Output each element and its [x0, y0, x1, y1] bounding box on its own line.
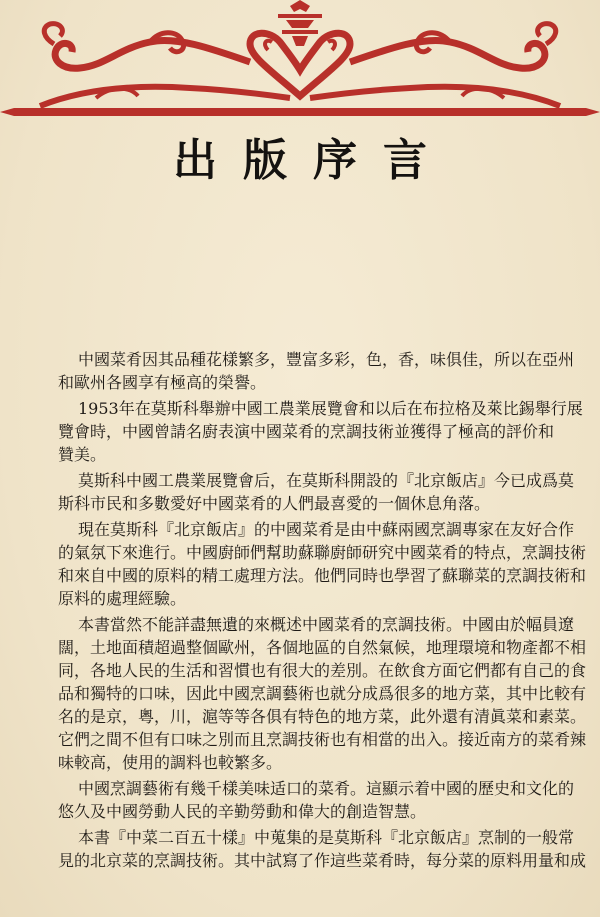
text-line: 和來自中國的原料的精工處理方法。他們同時也學習了蘇聯菜的烹調技術和: [58, 566, 586, 585]
paragraph: [58, 777, 586, 823]
text-line: 現在莫斯科『北京飯店』的中國菜肴是由中蘇兩國烹調專家在友好合作: [78, 520, 575, 539]
paragraph: [58, 613, 586, 774]
text-line: 品和獨特的口味，因此中國烹調藝術也就分成爲很多的地方菜，其中比較有: [58, 684, 586, 703]
paragraph: [58, 518, 586, 610]
paragraph: [58, 348, 586, 394]
text-line: 1953年在莫斯科舉辦中國工農業展覽會和以后在布拉格及萊比錫舉行展: [78, 399, 583, 418]
text-line: 悠久及中國勞動人民的辛勤勞動和偉大的創造智慧。: [58, 802, 427, 821]
text-line: 原料的處理經驗。: [58, 589, 187, 608]
text-line: 中國烹調藝術有幾千樣美味适口的菜肴。這顯示着中國的歷史和文化的: [78, 779, 575, 798]
text-line: 本書『中菜二百五十樣』中蒐集的是莫斯科『北京飯店』烹制的一般常: [78, 828, 575, 847]
preface-body: [58, 348, 586, 875]
paragraph: [58, 826, 586, 872]
text-line: 名的是京，粵，川，滬等等各俱有特色的地方菜，此外還有清眞菜和素菜。: [58, 707, 586, 726]
paragraph: [58, 397, 586, 466]
text-line: 它們之間不但有口味之別而且烹調技術也有相當的出入。接近南方的菜肴辣: [58, 730, 586, 749]
text-line: 斯科市民和多數愛好中國菜肴的人們最喜愛的一個休息角落。: [58, 494, 491, 513]
text-line: 味較高，使用的調料也較繁多。: [58, 753, 283, 772]
text-line: 和歐州各國享有極高的榮譽。: [58, 373, 267, 392]
text-line: 莫斯科中國工農業展覽會后，在莫斯科開設的『北京飯店』今已成爲莫: [78, 471, 575, 490]
text-line: 見的北京菜的烹調技術。其中試寫了作這些菜肴時，每分菜的原料用量和成: [58, 851, 586, 870]
text-line: 同，各地人民的生活和習慣也有很大的差別。在飲食方面它們都有自己的食: [58, 661, 586, 680]
text-line: 贊美。: [58, 445, 107, 464]
text-line: 本書當然不能詳盡無遺的來概述中國菜肴的烹調技術。中國由於幅員遼: [78, 615, 575, 634]
text-line: 闊，土地面積超過整個歐州，各個地區的自然氣候，地理環境和物產都不相: [58, 638, 586, 657]
page-title: 出版序言: [173, 135, 453, 186]
text-line: 的氣氛下來進行。中國廚師們幫助蘇聯廚師研究中國菜肴的特点，烹調技術: [58, 543, 586, 562]
text-line: 覽會時，中國曾請名廚表演中國菜肴的烹調技術並獲得了極高的評价和: [58, 422, 555, 441]
red-cloud-scroll-ornament: [0, 0, 600, 125]
text-line: 中國菜肴因其品種花樣繁多，豐富多彩，色，香，味俱佳，所以在亞州: [78, 350, 575, 369]
paragraph: [58, 469, 586, 515]
